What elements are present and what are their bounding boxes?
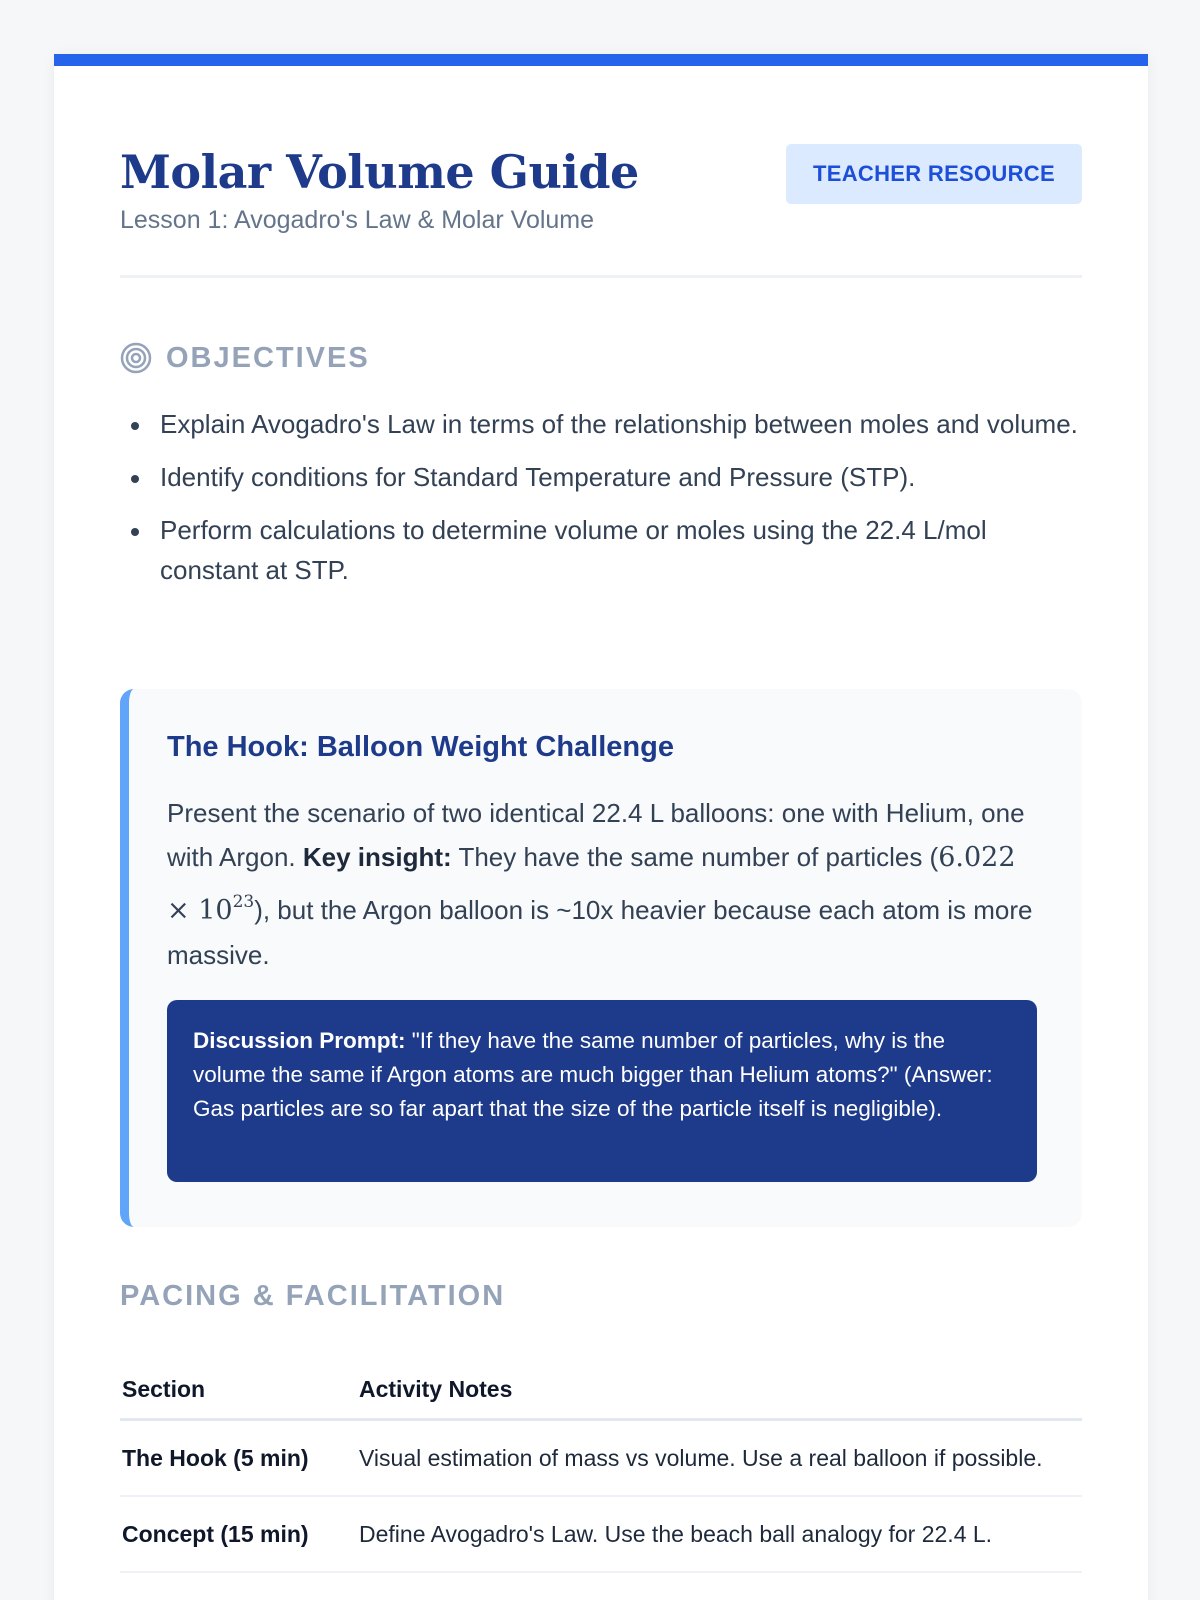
discussion-prompt-label: Discussion Prompt:: [193, 1028, 406, 1053]
pacing-table: [120, 1361, 1082, 1573]
list-item: Identify conditions for Standard Temperature and Pressure (STP).: [120, 457, 1082, 497]
list-item: Perform calculations to determine volume or moles using the 22.4 L/mol constant at STP.: [120, 510, 1082, 590]
hook-body-part-1: Present the scenario of two identical 22.4 L balloons: one with Helium, one with Argon.: [167, 798, 1025, 872]
hook-body: [167, 791, 1037, 977]
column-header-section: Section: [120, 1361, 357, 1419]
list-item: Explain Avogadro's Law in terms of the relationship between moles and volume.: [120, 404, 1082, 444]
row-section: Concept (15 min): [120, 1496, 357, 1572]
hook-title: The Hook: Balloon Weight Challenge: [167, 731, 674, 763]
target-icon: [120, 342, 152, 374]
objectives-heading: OBJECTIVES: [166, 341, 370, 374]
row-notes: Visual estimation of mass vs volume. Use a real balloon if possible.: [357, 1419, 1082, 1496]
objectives-heading-row: [120, 338, 370, 378]
header: [120, 144, 1082, 294]
table-header-row: [120, 1361, 1082, 1419]
hook-callout: [120, 689, 1082, 1227]
column-header-notes: Activity Notes: [357, 1361, 1082, 1419]
teacher-resource-badge: TEACHER RESOURCE: [786, 144, 1082, 204]
table-row: [120, 1496, 1082, 1572]
table-row: [120, 1419, 1082, 1496]
key-insight-label: Key insight:: [302, 842, 452, 872]
header-divider: [120, 275, 1082, 278]
lesson-card: [54, 54, 1148, 1600]
page-title: Molar Volume Guide: [120, 145, 639, 199]
row-section: The Hook (5 min): [120, 1419, 357, 1496]
objectives-list: [120, 404, 1082, 603]
discussion-prompt: [167, 1000, 1037, 1182]
pacing-heading: PACING & FACILITATION: [120, 1280, 506, 1312]
lesson-subtitle: Lesson 1: Avogadro's Law & Molar Volume: [120, 206, 595, 234]
avogadro-exponent: 23: [232, 892, 255, 912]
hook-body-part-2: They have the same number of particles (: [458, 842, 939, 872]
row-notes: Define Avogadro's Law. Use the beach ball analogy for 22.4 L.: [357, 1496, 1082, 1572]
avogadro-base: 6.022 × 10: [167, 842, 1016, 926]
discussion-prompt-text: "If they have the same number of particles, why is the volume the same if Argon atoms are much bigger than Helium atoms?" (Answer: Gas particles are so far apart that the size of the particle itself is negligible).: [193, 1028, 993, 1121]
hook-body-part-3: ), but the Argon balloon is ~10x heavier because each atom is more massive.: [167, 895, 1033, 970]
